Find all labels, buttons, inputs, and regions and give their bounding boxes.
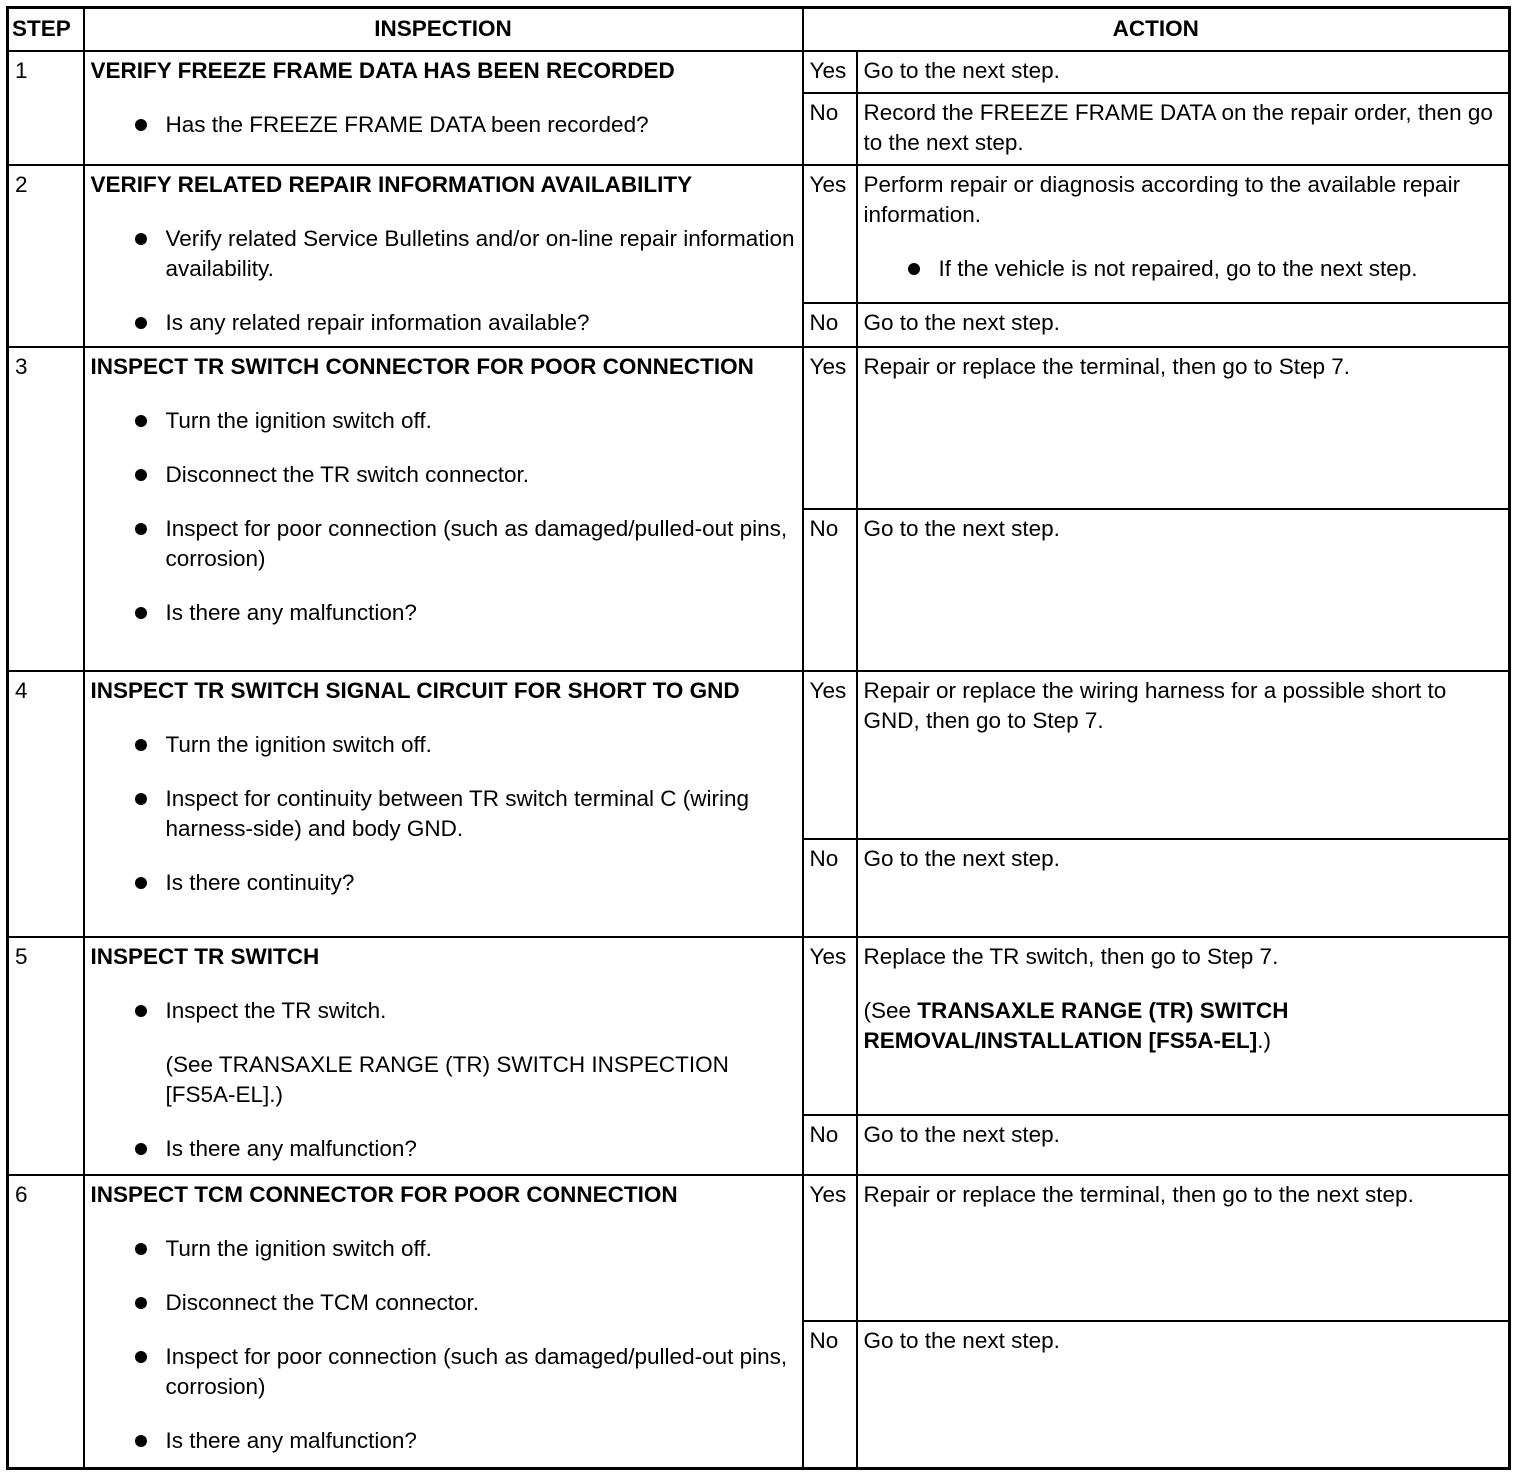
inspection-title: INSPECT TR SWITCH CONNECTOR FOR POOR CONNECTION [90, 353, 754, 379]
yes-label: Yes [803, 1175, 857, 1321]
inspection-bullet: Inspect for continuity between TR switch terminal C (wiring harness-side) and body GND. [91, 784, 796, 844]
no-action: Go to the next step. [857, 509, 1510, 671]
yes-label: Yes [803, 51, 857, 93]
yes-action: Repair or replace the terminal, then go to the next step. [857, 1175, 1510, 1321]
no-label: No [803, 303, 857, 347]
step-number: 1 [8, 51, 84, 165]
step-6-inspection [84, 1175, 803, 1469]
step-number: 2 [8, 165, 84, 347]
yes-action [857, 937, 1510, 1115]
inspection-bullet: Disconnect the TCM connector. [91, 1288, 796, 1318]
inspection-title: VERIFY FREEZE FRAME DATA HAS BEEN RECORDED [90, 57, 675, 83]
inspection-title: INSPECT TR SWITCH [90, 943, 320, 969]
step-3-yes-row [8, 347, 1510, 509]
yes-label: Yes [803, 937, 857, 1115]
step-6-yes-row [8, 1175, 1510, 1321]
no-label: No [803, 1115, 857, 1175]
step-number: 5 [8, 937, 84, 1175]
step-1-inspection [84, 51, 803, 165]
inspection-bullet: Has the FREEZE FRAME DATA been recorded? [91, 110, 796, 140]
step-2-inspection [84, 165, 803, 347]
see-suffix: .) [1257, 1027, 1271, 1053]
inspection-bullet: Inspect for poor connection (such as damaged/pulled-out pins, corrosion) [91, 1342, 796, 1402]
step-number: 4 [8, 671, 84, 937]
inspection-bullet: Inspect for poor connection (such as damaged/pulled-out pins, corrosion) [91, 514, 796, 574]
inspection-bullet: Verify related Service Bulletins and/or on-line repair information availability. [91, 224, 796, 284]
diagnostic-procedure-table [6, 6, 1511, 1470]
inspection-title: INSPECT TCM CONNECTOR FOR POOR CONNECTION [90, 1181, 678, 1207]
inspection-bullet: Turn the ignition switch off. [91, 1234, 796, 1264]
yes-action: Repair or replace the terminal, then go to Step 7. [857, 347, 1510, 509]
no-action: Go to the next step. [857, 1321, 1510, 1469]
no-action: Record the FREEZE FRAME DATA on the repair order, then go to the next step. [857, 93, 1510, 165]
step-4-inspection [84, 671, 803, 937]
no-label: No [803, 93, 857, 165]
inspection-bullet: Is there any malfunction? [91, 1134, 796, 1164]
action-column-header: ACTION [803, 8, 1510, 51]
no-action: Go to the next step. [857, 1115, 1510, 1175]
inspection-bullet: Is there any malfunction? [91, 598, 796, 628]
step-column-header: STEP [8, 8, 84, 51]
step-1-yes-row [8, 51, 1510, 93]
yes-label: Yes [803, 671, 857, 839]
see-prefix: (See [863, 997, 918, 1023]
step-5-inspection [84, 937, 803, 1175]
reference-link[interactable]: TRANSAXLE RANGE (TR) SWITCH REMOVAL/INSTALLATION [FS5A-EL] [863, 997, 1289, 1053]
no-action: Go to the next step. [857, 303, 1510, 347]
inspection-column-header: INSPECTION [84, 8, 803, 51]
inspection-bullet: Is there any malfunction? [91, 1426, 796, 1456]
step-5-yes-row [8, 937, 1510, 1115]
step-3-inspection [84, 347, 803, 671]
yes-action-text: Replace the TR switch, then go to Step 7. [863, 943, 1279, 969]
inspection-bullet: Turn the ignition switch off. [91, 406, 796, 436]
yes-action-bullet: If the vehicle is not repaired, go to the next step. [864, 254, 1503, 284]
no-action: Go to the next step. [857, 839, 1510, 937]
yes-label: Yes [803, 347, 857, 509]
inspection-bullet: Is any related repair information available? [91, 308, 796, 338]
yes-label: Yes [803, 165, 857, 303]
step-2-yes-row [8, 165, 1510, 303]
inspection-title: INSPECT TR SWITCH SIGNAL CIRCUIT FOR SHORT TO GND [90, 677, 740, 703]
inspection-bullet: Inspect the TR switch. [91, 996, 796, 1026]
see-reference-note [864, 996, 1503, 1056]
yes-action: Go to the next step. [857, 51, 1510, 93]
step-number: 6 [8, 1175, 84, 1469]
yes-action [857, 165, 1510, 303]
inspection-bullet: Is there continuity? [91, 868, 796, 898]
no-label: No [803, 509, 857, 671]
inspection-title: VERIFY RELATED REPAIR INFORMATION AVAILABILITY [90, 171, 693, 197]
see-reference-note: (See TRANSAXLE RANGE (TR) SWITCH INSPECTION [FS5A-EL].) [165, 1051, 729, 1107]
yes-action-text: Perform repair or diagnosis according to the available repair information. [863, 171, 1461, 227]
inspection-bullet: Disconnect the TR switch connector. [91, 460, 796, 490]
header-row [8, 8, 1510, 51]
step-number: 3 [8, 347, 84, 671]
step-4-yes-row [8, 671, 1510, 839]
no-label: No [803, 839, 857, 937]
no-label: No [803, 1321, 857, 1469]
inspection-bullet: Turn the ignition switch off. [91, 730, 796, 760]
yes-action: Repair or replace the wiring harness for a possible short to GND, then go to Step 7. [857, 671, 1510, 839]
